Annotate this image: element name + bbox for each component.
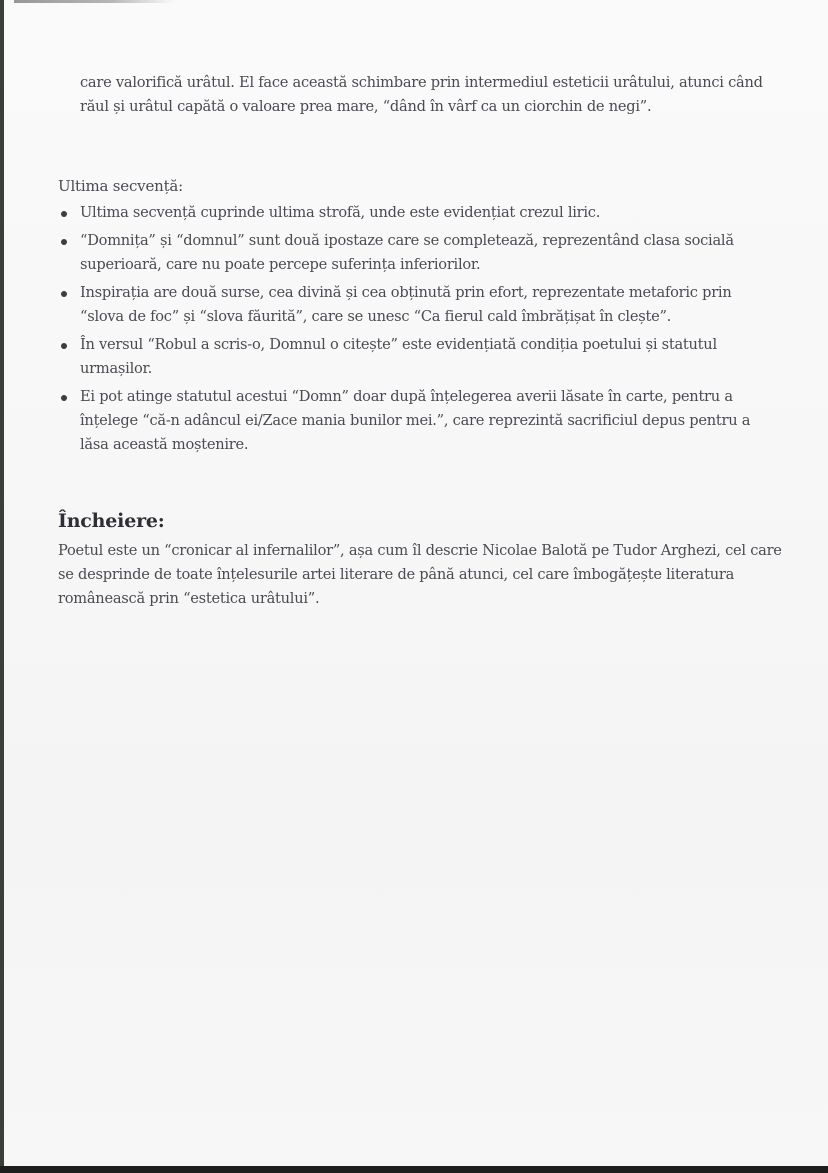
conclusion-heading: Încheiere: [58, 510, 165, 532]
section-title: Ultima secvență: [58, 177, 184, 195]
list-item-text: În versul “Robul a scris-o, Domnul o citește” este evidențiată condiția poetului și statutul urmașilor. [80, 336, 717, 377]
document-page [4, 0, 828, 1166]
list-item-text: “Domnița” și “domnul” sunt două ipostaze care se completează, reprezentând clasa socială superioară, care nu poate percepe suferința inferiorilor. [80, 232, 734, 273]
bullet-icon [61, 211, 67, 217]
conclusion-paragraph: Poetul este un “cronicar al infernalilor”, așa cum îl descrie Nicolae Balotă pe Tudor Arghezi, cel care se desprinde de toate înțelesurile artei literare de până atunci, cel care îmbogățește literatura românească prin “estetica urâtului”. [58, 542, 782, 607]
list-item-text: Ei pot atinge statutul acestui “Domn” doar după înțelegerea averii lăsate în carte, pentru a înțelege “că-n adâncul ei/Zace mania bunilor mei.”, care reprezintă sacrificiul depus pentru a lăsa această moștenire. [80, 388, 751, 453]
list-item [58, 281, 778, 329]
list-item [58, 385, 778, 457]
list-item [58, 333, 778, 381]
bullet-icon [61, 395, 67, 401]
list-item-text: Inspirația are două surse, cea divină și cea obținută prin efort, reprezentate metaforic prin “slova de foc” și “slova făurită”, care se unesc “Ca fierul cald îmbrățișat în clește”. [80, 284, 732, 325]
list-item [58, 229, 778, 277]
bullet-list [58, 201, 778, 461]
list-item-text: Ultima secvență cuprinde ultima strofă, unde este evidențiat crezul liric. [80, 204, 601, 221]
intro-paragraph: care valorifică urâtul. El face această schimbare prin intermediul esteticii urâtului, atunci când răul și urâtul capătă o valoare prea mare, “dând în vârf ca un ciorchin de negi”. [80, 74, 763, 115]
page-top-smudge [14, 0, 174, 3]
bullet-icon [61, 343, 67, 349]
bullet-icon [61, 291, 67, 297]
list-item [58, 201, 778, 225]
bullet-icon [61, 239, 67, 245]
photo-bottom-edge [0, 1166, 828, 1173]
